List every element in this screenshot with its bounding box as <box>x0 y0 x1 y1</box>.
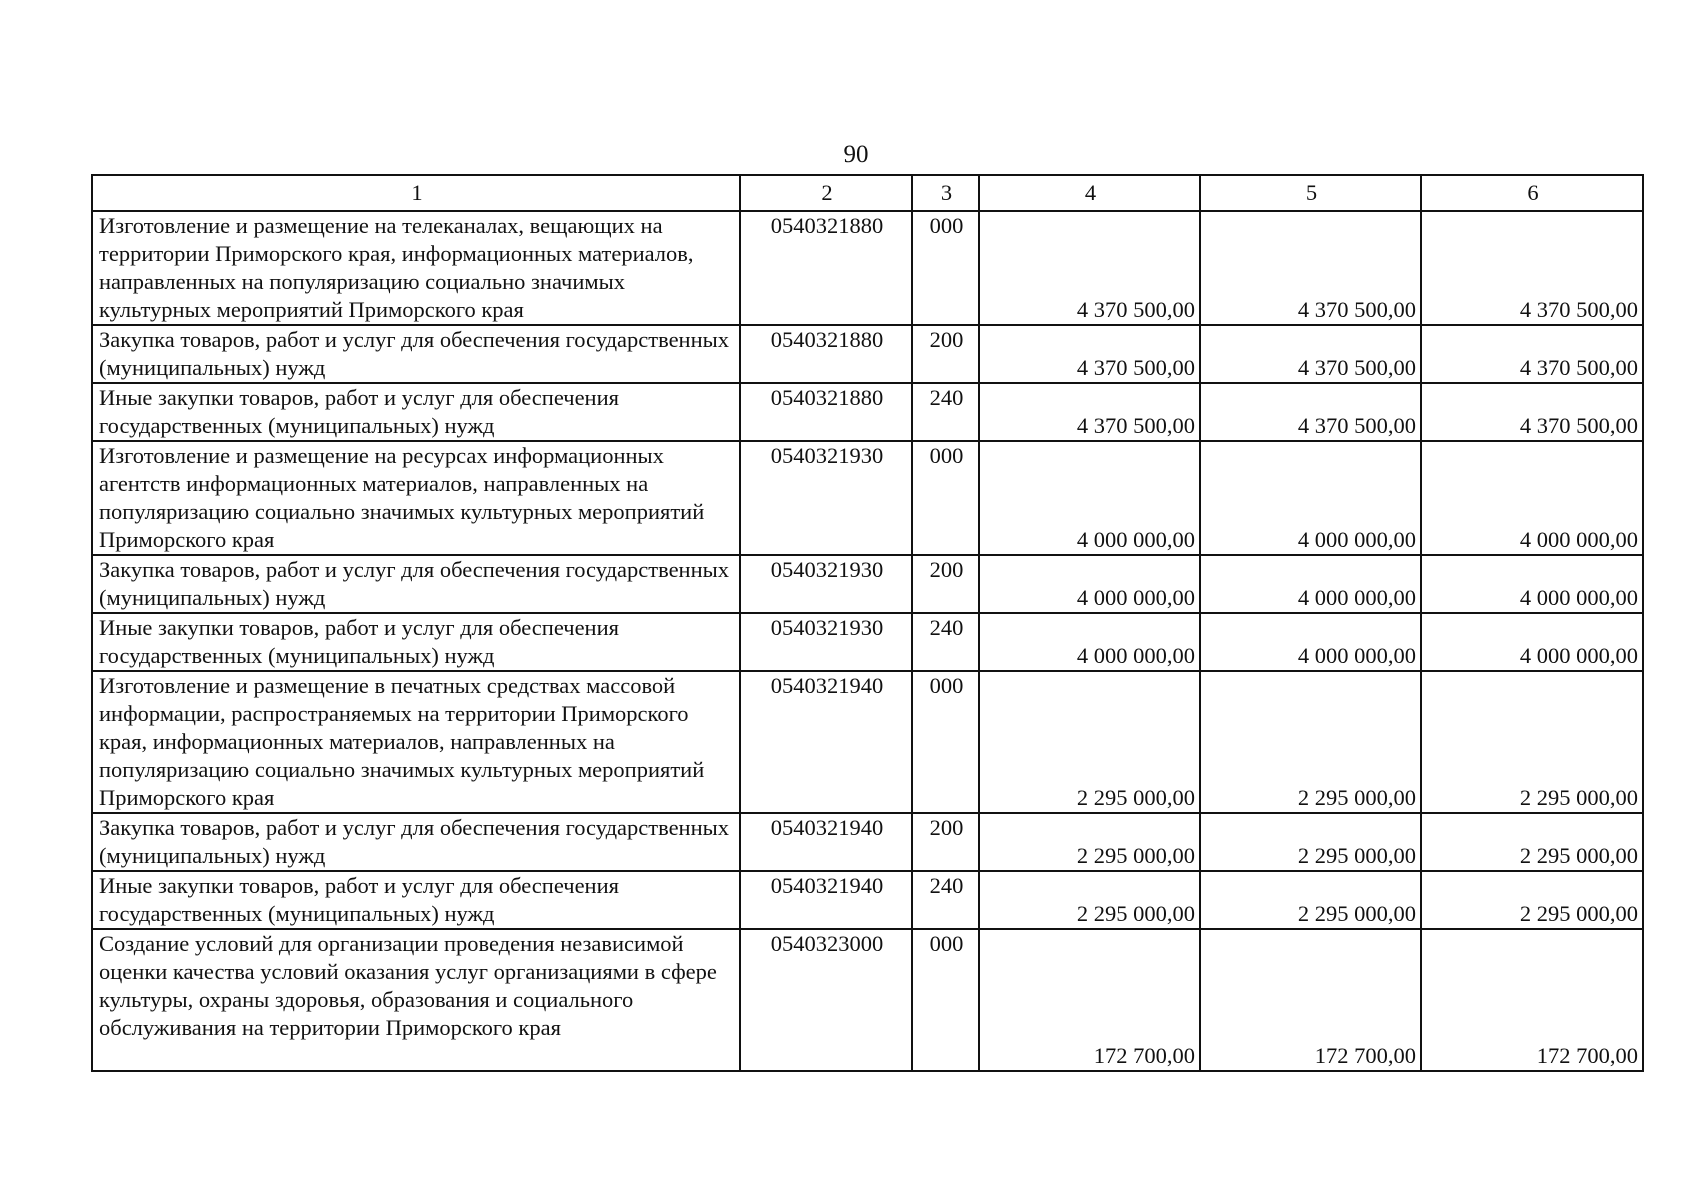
row-code: 0540321940 <box>740 813 912 871</box>
row-type: 200 <box>912 325 979 383</box>
row-amount-5: 4 000 000,00 <box>1200 441 1421 555</box>
row-code: 0540321880 <box>740 325 912 383</box>
row-amount-5: 2 295 000,00 <box>1200 671 1421 813</box>
row-type: 000 <box>912 441 979 555</box>
row-amount-6: 4 370 500,00 <box>1421 383 1643 441</box>
row-type: 200 <box>912 813 979 871</box>
budget-table <box>91 174 1644 1072</box>
row-type: 000 <box>912 929 979 1071</box>
row-amount-5: 2 295 000,00 <box>1200 871 1421 929</box>
row-code: 0540321930 <box>740 441 912 555</box>
row-type: 240 <box>912 383 979 441</box>
column-header: 5 <box>1200 175 1421 211</box>
row-code: 0540321930 <box>740 555 912 613</box>
row-amount-6: 4 000 000,00 <box>1421 613 1643 671</box>
row-amount-4: 172 700,00 <box>979 929 1200 1071</box>
row-code: 0540321930 <box>740 613 912 671</box>
table-row <box>92 929 1643 1071</box>
column-header: 6 <box>1421 175 1643 211</box>
row-code: 0540321880 <box>740 383 912 441</box>
row-amount-5: 4 370 500,00 <box>1200 211 1421 325</box>
row-amount-6: 2 295 000,00 <box>1421 813 1643 871</box>
row-type: 000 <box>912 211 979 325</box>
row-amount-4: 4 000 000,00 <box>979 441 1200 555</box>
row-amount-4: 2 295 000,00 <box>979 813 1200 871</box>
column-header: 1 <box>92 175 740 211</box>
row-amount-5: 172 700,00 <box>1200 929 1421 1071</box>
row-type: 200 <box>912 555 979 613</box>
table-row <box>92 383 1643 441</box>
row-name: Изготовление и размещение в печатных средствах массовой информации, распространяемых на территории Приморского края, информационных материалов, направленных на популяризацию социально значимых культурных мероприятий Приморского края <box>92 671 740 813</box>
row-amount-5: 4 370 500,00 <box>1200 383 1421 441</box>
row-amount-4: 2 295 000,00 <box>979 671 1200 813</box>
table-row <box>92 813 1643 871</box>
row-amount-5: 4 000 000,00 <box>1200 613 1421 671</box>
table-header-row <box>92 175 1643 211</box>
row-name: Закупка товаров, работ и услуг для обеспечения государственных (муниципальных) нужд <box>92 555 740 613</box>
column-header: 4 <box>979 175 1200 211</box>
row-name: Закупка товаров, работ и услуг для обеспечения государственных (муниципальных) нужд <box>92 813 740 871</box>
row-name: Изготовление и размещение на ресурсах информационных агентств информационных материалов, направленных на популяризацию социально значимых культурных мероприятий Приморского края <box>92 441 740 555</box>
row-amount-5: 4 370 500,00 <box>1200 325 1421 383</box>
row-code: 0540321940 <box>740 671 912 813</box>
table-row <box>92 325 1643 383</box>
row-amount-4: 4 370 500,00 <box>979 383 1200 441</box>
table-row <box>92 211 1643 325</box>
row-code: 0540323000 <box>740 929 912 1071</box>
column-header: 2 <box>740 175 912 211</box>
row-name: Иные закупки товаров, работ и услуг для обеспечения государственных (муниципальных) нужд <box>92 613 740 671</box>
table-row <box>92 441 1643 555</box>
row-amount-6: 4 000 000,00 <box>1421 555 1643 613</box>
row-amount-6: 2 295 000,00 <box>1421 671 1643 813</box>
row-name: Создание условий для организации проведения независимой оценки качества условий оказания услуг организациями в сфере культуры, охраны здоровья, образования и социального обслуживания на территории Приморского края <box>92 929 740 1071</box>
row-amount-6: 4 000 000,00 <box>1421 441 1643 555</box>
row-type: 240 <box>912 613 979 671</box>
row-amount-4: 4 370 500,00 <box>979 211 1200 325</box>
row-name: Иные закупки товаров, работ и услуг для обеспечения государственных (муниципальных) нужд <box>92 871 740 929</box>
row-name: Иные закупки товаров, работ и услуг для обеспечения государственных (муниципальных) нужд <box>92 383 740 441</box>
row-amount-4: 4 370 500,00 <box>979 325 1200 383</box>
row-type: 240 <box>912 871 979 929</box>
table-row <box>92 871 1643 929</box>
row-type: 000 <box>912 671 979 813</box>
page-number: 90 <box>843 141 869 168</box>
row-amount-5: 4 000 000,00 <box>1200 555 1421 613</box>
row-amount-6: 2 295 000,00 <box>1421 871 1643 929</box>
table-row <box>92 555 1643 613</box>
row-name: Закупка товаров, работ и услуг для обеспечения государственных (муниципальных) нужд <box>92 325 740 383</box>
row-amount-4: 2 295 000,00 <box>979 871 1200 929</box>
row-name: Изготовление и размещение на телеканалах, вещающих на территории Приморского края, информационных материалов, направленных на популяризацию социально значимых культурных мероприятий Приморского края <box>92 211 740 325</box>
row-amount-4: 4 000 000,00 <box>979 555 1200 613</box>
table-row <box>92 613 1643 671</box>
row-amount-6: 172 700,00 <box>1421 929 1643 1071</box>
row-code: 0540321940 <box>740 871 912 929</box>
row-code: 0540321880 <box>740 211 912 325</box>
row-amount-4: 4 000 000,00 <box>979 613 1200 671</box>
column-header: 3 <box>912 175 979 211</box>
row-amount-6: 4 370 500,00 <box>1421 325 1643 383</box>
table-row <box>92 671 1643 813</box>
row-amount-5: 2 295 000,00 <box>1200 813 1421 871</box>
row-amount-6: 4 370 500,00 <box>1421 211 1643 325</box>
